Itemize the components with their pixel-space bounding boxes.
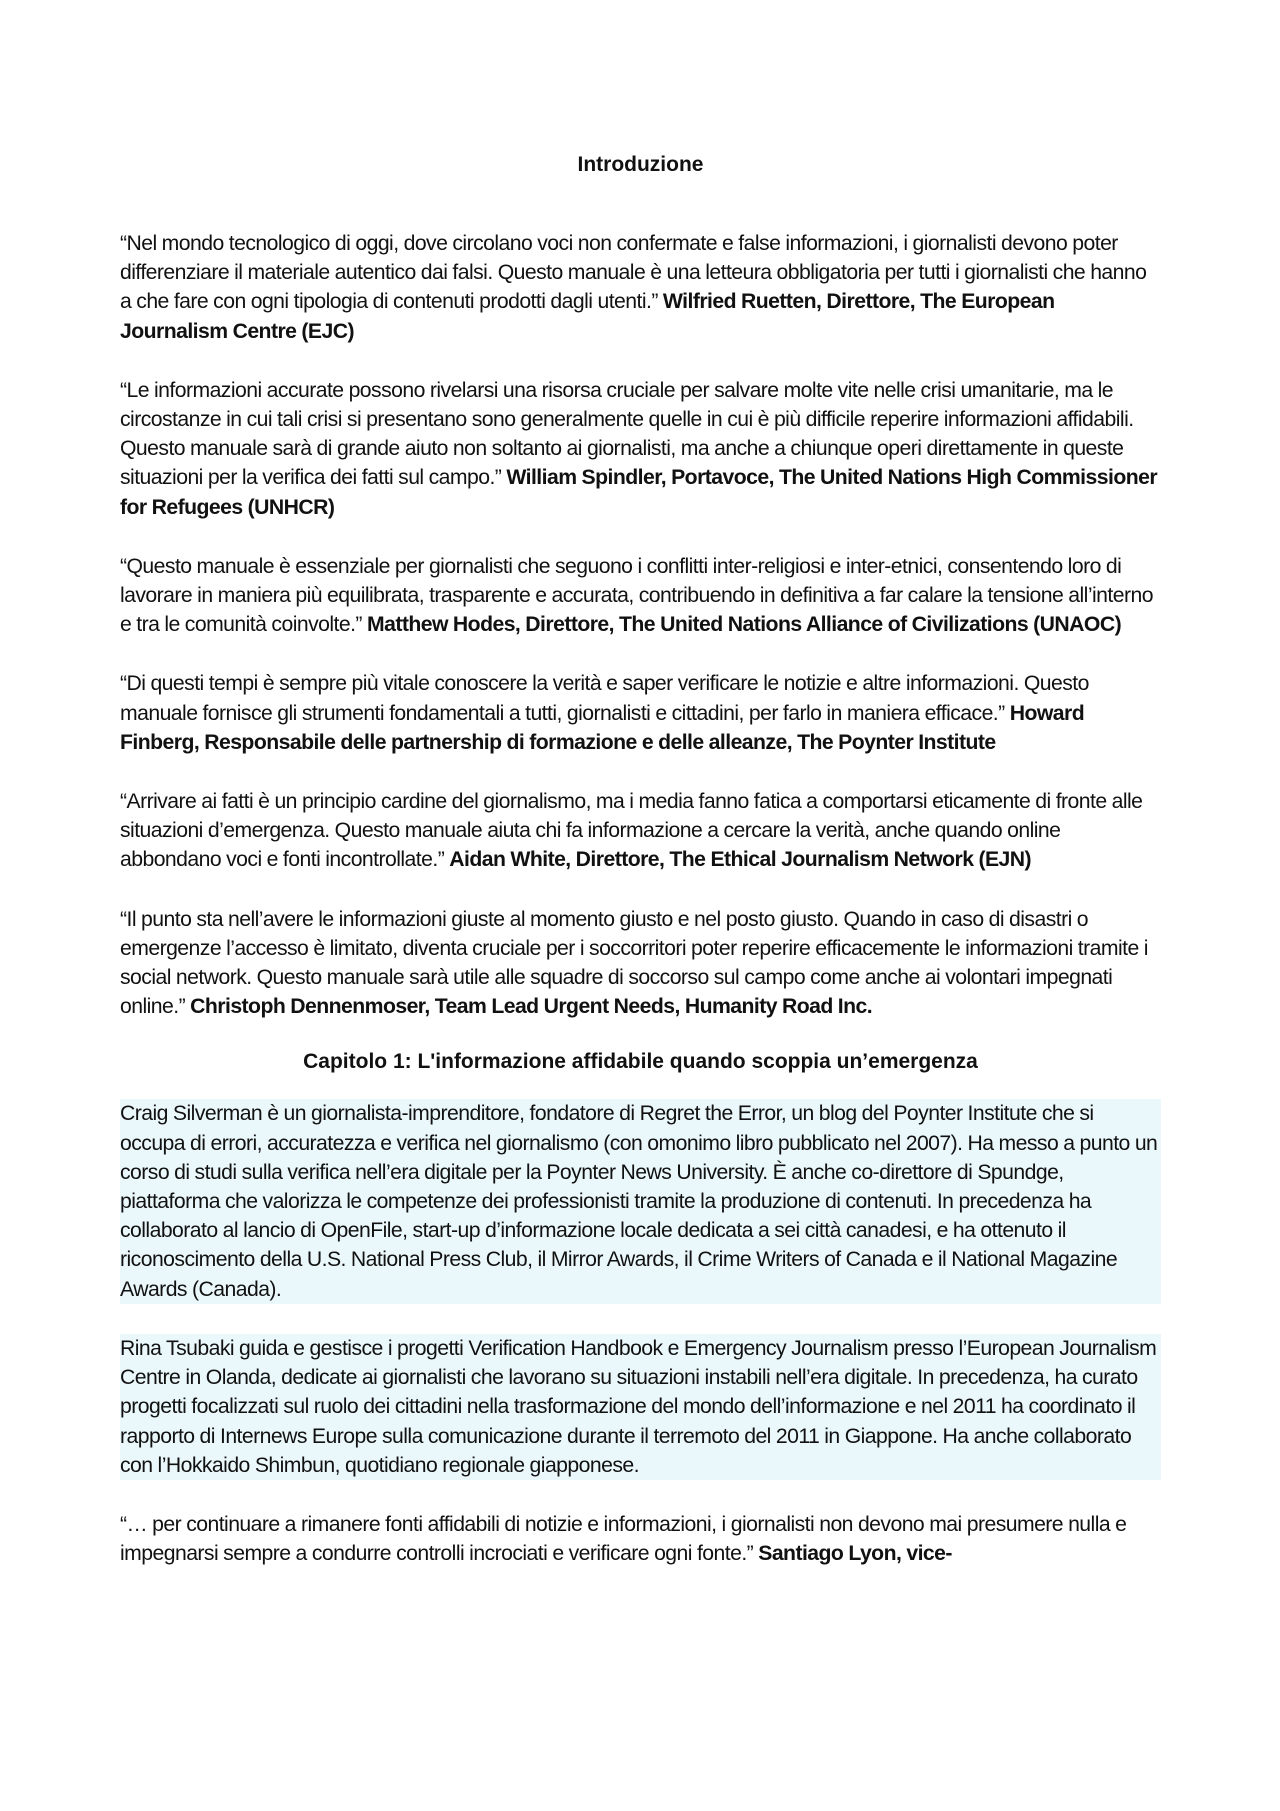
quote-text: “Di questi tempi è sempre più vitale conoscere la verità e saper verificare le notizie e altre informazioni. Questo manuale fornisce gli strumenti fondamentali a tutti, giornalisti e cittadini, per farlo in maniera efficace.” [120,672,1089,725]
quote-paragraph [120,905,1161,1022]
quote-text: “Questo manuale è essenziale per giornalisti che seguono i conflitti inter-religiosi e inter-etnici, consentendo loro di lavorare in maniera più equilibrata, trasparente e accurata, contribuendo in definitiva a far calare la tensione all’interno e tra le comunità coinvolte.” [120,554,1153,637]
quote-paragraph [120,229,1161,346]
quote-text: “Nel mondo tecnologico di oggi, dove circolano voci non confermate e false informazioni, i giornalisti devono poter differenziare il materiale autentico dai falsi. Questo manuale è una letteura obbligatoria per tutti i giornalisti che hanno a che fare con ogni tipologia di contenuti prodotti dagli utenti.” [120,232,1147,314]
quote-paragraph [120,669,1161,757]
intro-heading: Introduzione [577,153,704,176]
quote-attribution: Wilfried Ruetten, Direttore, The European Journalism Centre (EJC) [120,290,1055,343]
quote-attribution: Aidan White, Direttore, The Ethical Journalism Network (EJN) [449,848,1032,872]
quote-text: “Le informazioni accurate possono rivelarsi una risorsa cruciale per salvare molte vite nelle crisi umanitarie, ma le circostanze in cui tali crisi si presentano sono generalmente quelle in cui è più difficile reperire informazioni affidabili. Questo manuale sarà di grande aiuto non soltanto ai giornalisti, ma anche a chiunque operi direttamente in queste situazioni per la verifica dei fatti sul campo.” [120,378,1134,490]
chapter-heading: Capitolo 1: L'informazione affidabile quando scoppia un’emergenza [303,1050,978,1074]
quote-attribution: William Spindler, Portavoce, The United Nations High Commissioner for Refugees (UNHCR) [120,466,1158,519]
quote-text: “Arrivare ai fatti è un principio cardine del giornalismo, ma i media fanno fatica a comportarsi eticamente di fronte alle situazioni d’emergenza. Questo manuale aiuta chi fa informazione a cercare la verità, anche quando online abbondano voci e fonti incontrollate.” [120,790,1143,872]
quote-paragraph [120,552,1161,640]
quote-paragraph [120,787,1161,875]
quote-paragraph [120,376,1161,522]
quote-attribution: Christoph Dennenmoser, Team Lead Urgent Needs, Humanity Road Inc. [190,995,873,1019]
quote-attribution: Howard Finberg, Responsabile delle partnership di formazione e delle alleanze, The Poynter Institute [120,701,1085,754]
quote-text: “… per continuare a rimanere fonti affidabili di notizie e informazioni, i giornalisti non devono mai presumere nulla e impegnarsi sempre a condurre controlli incrociati e verificare ogni fonte.” [120,1512,1127,1566]
author-bio: Rina Tsubaki guida e gestisce i progetti Verification Handbook e Emergency Journalism presso l’European Journalism Centre in Olanda, dedicate ai giornalisti che lavorano su situazioni instabili nell’era digitale. In precedenza, ha curato progetti focalizzati sul ruolo dei cittadini nella trasformazione del mondo dell’informazione e nel 2011 ha coordinato il rapporto di Internews Europe sulla comunicazione durante il terremoto del 2011 in Giappone. Ha anche collaborato con l’Hokkaido Shimbun, quotidiano regionale giapponese. [120,1334,1161,1480]
closing-quote [120,1510,1161,1568]
author-bio: Craig Silverman è un giornalista-imprenditore, fondatore di Regret the Error, un blog del Poynter Institute che si occupa di errori, accuratezza e verifica nel giornalismo (con omonimo libro pubblicato nel 2007). Ha messo a punto un corso di studi sulla verifica nell’era digitale per la Poynter News University. È anche co-direttore di Spundge, piattaforma che valorizza le competenze dei professionisti tramite la produzione di contenuti. In precedenza ha collaborato al lancio di OpenFile, start-up d’informazione locale dedicata a sei città canadesi, e ha ottenuto il riconoscimento della U.S. National Press Club, il Mirror Awards, il Crime Writers of Canada e il National Magazine Awards (Canada). [120,1099,1161,1303]
quote-attribution: Matthew Hodes, Direttore, The United Nations Alliance of Civilizations (UNAOC) [366,613,1122,637]
quote-text: “Il punto sta nell’avere le informazioni giuste al momento giusto e nel posto giusto. Quando in caso di disastri o emergenze l’accesso è limitato, diventa cruciale per i soccorritori poter reperire efficacemente le informazioni tramite i social network. Questo manuale sarà utile alle squadre di soccorso sul campo come anche ai volontari impegnati online.” [120,907,1148,1019]
quote-attribution: Santiago Lyon, vice- [758,1542,952,1566]
